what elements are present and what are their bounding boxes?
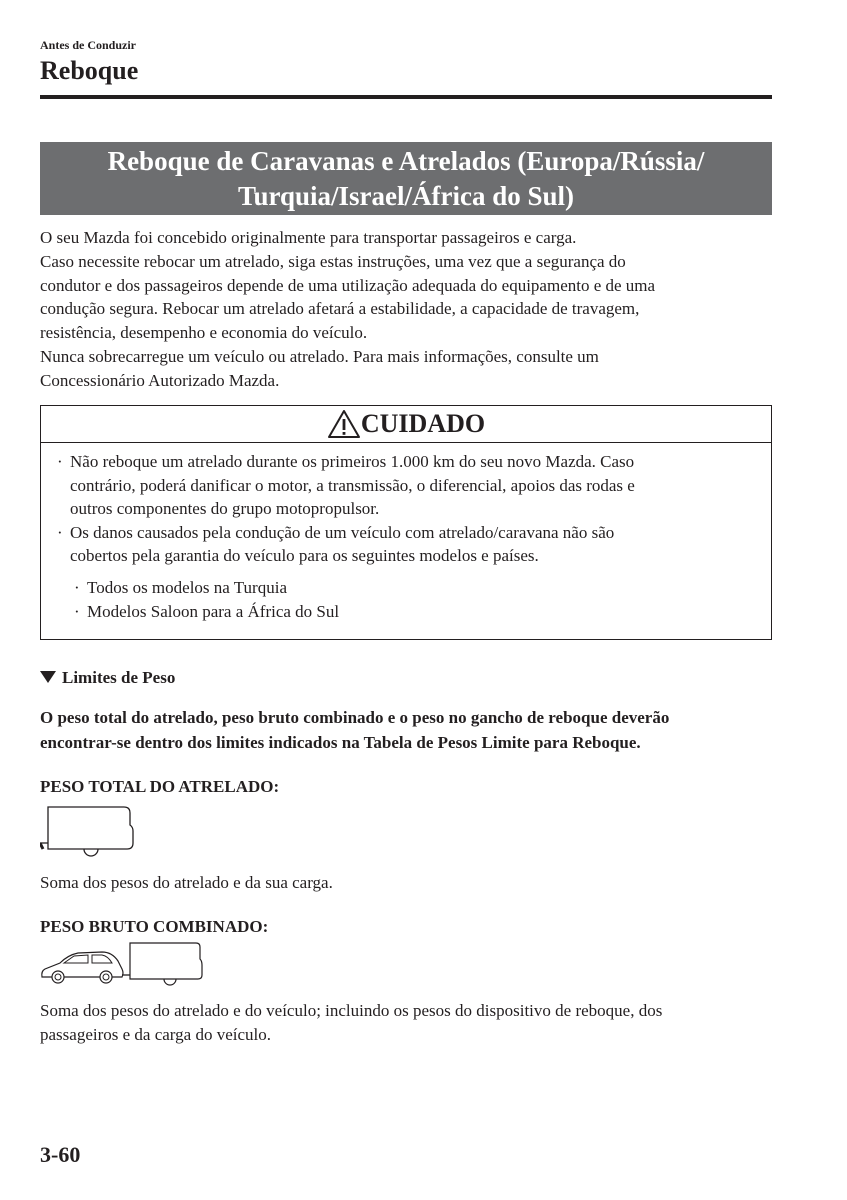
bullet-mark: · [74, 601, 80, 621]
intro-line: Concessionário Autorizado Mazda. [40, 370, 280, 390]
limits-heading-text: Limites de Peso [62, 668, 176, 687]
topic-banner [40, 142, 772, 215]
caution-title: CUIDADO [360, 409, 486, 438]
caution-item [41, 450, 773, 521]
intro-line: O seu Mazda foi concebido originalmente para transportar passageiros e carga. [40, 228, 577, 247]
caution-subitems [41, 576, 773, 623]
limits-paragraph [40, 706, 780, 755]
intro-line: condução segura. Rebocar um atrelado afetará a estabilidade, a capacidade de travagem, [40, 299, 640, 319]
intro-line: resistência, desempenho e economia do veículo. [40, 323, 368, 343]
intro-line: Nunca sobrecarregue um veículo ou atrelado. Para mais informações, consulte um [40, 346, 599, 366]
caution-body [41, 450, 773, 623]
warning-triangle-icon [327, 409, 361, 439]
banner-line-2: Turquia/Israel/África do Sul) [237, 181, 575, 211]
gross-weight-line: passageiros e da carga do veículo. [40, 1025, 271, 1044]
chapter-title: Antes de Conduzir [40, 38, 137, 52]
intro-line: Caso necessite rebocar um atrelado, siga estas instruções, uma vez que a segurança do [40, 251, 626, 271]
caution-box [40, 405, 772, 640]
car-with-trailer-icon [40, 939, 206, 994]
gross-weight-label: PESO BRUTO COMBINADO: [40, 917, 269, 936]
caution-header [41, 406, 771, 443]
banner-line-1: Reboque de Caravanas e Atrelados (Europa/Rússia/ [107, 146, 705, 176]
gross-weight-line: Soma dos pesos do atrelado e do veículo; incluindo os pesos do dispositivo de reboque, dos [40, 1001, 663, 1020]
gross-weight-description [40, 999, 662, 1047]
limits-line: O peso total do atrelado, peso bruto combinado e o peso no gancho de reboque deverão [40, 708, 670, 727]
bullet-mark: · [74, 577, 80, 597]
caution-line: Não reboque um atrelado durante os primeiros 1.000 km do seu novo Mazda. Caso [70, 452, 635, 471]
limits-heading [40, 668, 175, 688]
trailer-weight-text: Soma dos pesos do atrelado e da sua carga. [40, 873, 333, 892]
trailer-weight-label: PESO TOTAL DO ATRELADO: [40, 777, 280, 796]
caution-line: contrário, poderá danificar o motor, a transmissão, o diferencial, apoios das rodas e [70, 475, 635, 495]
caution-subitem-text: Todos os modelos na Turquia [87, 577, 287, 597]
header-rule [40, 95, 772, 99]
caution-line: cobertos pela garantia do veículo para os seguintes modelos e países. [70, 546, 539, 566]
trailer-icon [40, 805, 136, 866]
bullet-mark: · [57, 522, 63, 542]
caution-subitem [41, 576, 773, 600]
caution-line: Os danos causados pela condução de um veículo com atrelado/caravana não são [70, 522, 615, 542]
caution-subitem [41, 600, 773, 624]
bullet-mark: · [57, 452, 63, 471]
intro-line: condutor e dos passageiros depende de uma utilização adequada do equipamento e de uma [40, 275, 656, 295]
section-title: Reboque [40, 56, 139, 85]
limits-line: encontrar-se dentro dos limites indicados na Tabela de Pesos Limite para Reboque. [40, 732, 641, 752]
trailer-weight-description [40, 871, 333, 895]
intro-paragraph [40, 226, 780, 393]
caution-subitem-text: Modelos Saloon para a África do Sul [87, 601, 340, 621]
page-number: 3-60 [40, 1142, 81, 1167]
caution-item [41, 521, 773, 568]
caution-line: outros componentes do grupo motopropulsor. [70, 499, 380, 519]
triangle-down-icon [40, 671, 56, 683]
